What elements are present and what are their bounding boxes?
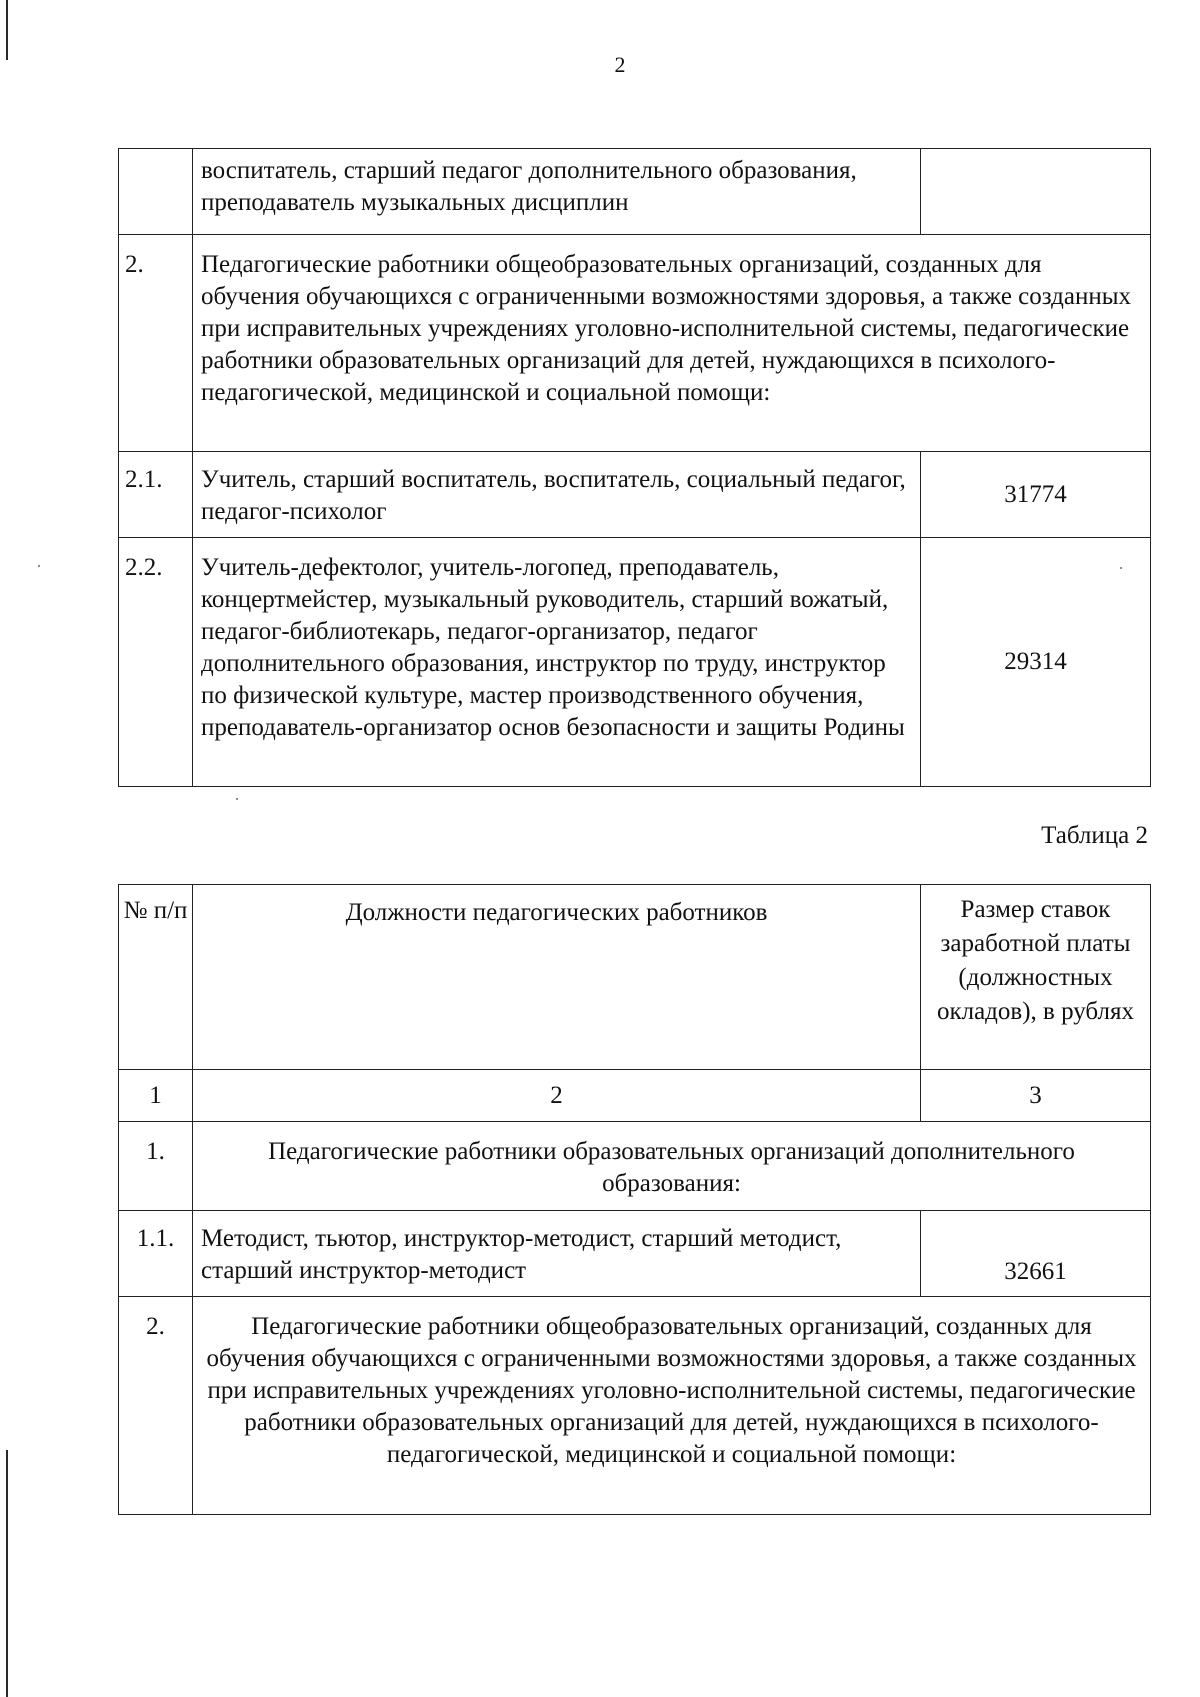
table-row: [119, 149, 1151, 235]
table-row: [119, 1122, 1151, 1211]
column-number: 1: [119, 1070, 193, 1122]
header-salary: Размер ставок заработной платы (должностных окладов), в рублях: [921, 885, 1151, 1070]
salary-value: 29314: [921, 538, 1151, 787]
column-number-row: [119, 1070, 1151, 1122]
group-heading-text: Педагогические работники общеобразовательных организаций, созданных для обучения обучающихся с ограниченными возможностями здоровья, а также созданных при исправительных учреждениях уголовно-исполнительной системы, педагогические работники образовательных организаций для детей, нуждающихся в психолого-педагогической, медицинской и социальной помощи:: [193, 1297, 1151, 1515]
row-number: 2.: [119, 1297, 193, 1515]
scan-speck: [236, 798, 238, 800]
row-number: [119, 149, 193, 235]
salary-table-1-continuation: [118, 148, 1151, 787]
group-heading-text: Педагогические работники общеобразовательных организаций, созданных для обучения обучающихся с ограниченными возможностями здоровья, а также созданных при исправительных учреждениях уголовно-исполнительной системы, педагогические работники образовательных организаций для детей, нуждающихся в психолого-педагогической, медицинской и социальной помощи:: [193, 235, 1151, 452]
salary-value: [921, 149, 1151, 235]
salary-value: 32661: [921, 1211, 1151, 1297]
row-number: 2.2.: [119, 538, 193, 787]
group-heading-text: Педагогические работники образовательных организаций дополнительного образования:: [193, 1122, 1151, 1211]
position-text: воспитатель, старший педагог дополнительного образования, преподаватель музыкальных дисциплин: [193, 149, 921, 235]
header-number: № п/п: [119, 885, 193, 1070]
table-caption: Таблица 2: [1041, 822, 1148, 849]
header-position: Должности педагогических работников: [193, 885, 921, 1070]
row-number: 2.1.: [119, 452, 193, 538]
salary-value: 31774: [921, 452, 1151, 538]
scan-edge-line: [6, 1450, 8, 1697]
table-row: [119, 452, 1151, 538]
table-header-row: [119, 885, 1151, 1070]
scan-speck: [38, 565, 40, 567]
salary-table-2: [118, 884, 1151, 1515]
position-text: Учитель-дефектолог, учитель-логопед, преподаватель, концертмейстер, музыкальный руководитель, старший вожатый, педагог-библиотекарь, педагог-организатор, педагог дополнительного образования, инструктор по труду, инструктор по физической культуре, мастер производственного обучения, преподаватель-организатор основ безопасности и защиты Родины: [193, 538, 921, 787]
row-number: 1.1.: [119, 1211, 193, 1297]
position-text: Методист, тьютор, инструктор-методист, старший методист, старший инструктор-методист: [193, 1211, 921, 1297]
page-number: 2: [614, 52, 626, 77]
table-row: [119, 538, 1151, 787]
table-row: [119, 1297, 1151, 1515]
row-number: 1.: [119, 1122, 193, 1211]
scan-edge-line: [6, 0, 8, 60]
column-number: 3: [921, 1070, 1151, 1122]
column-number: 2: [193, 1070, 921, 1122]
row-number: 2.: [119, 235, 193, 452]
position-text: Учитель, старший воспитатель, воспитатель, социальный педагог, педагог-психолог: [193, 452, 921, 538]
table-row: [119, 1211, 1151, 1297]
table-row: [119, 235, 1151, 452]
